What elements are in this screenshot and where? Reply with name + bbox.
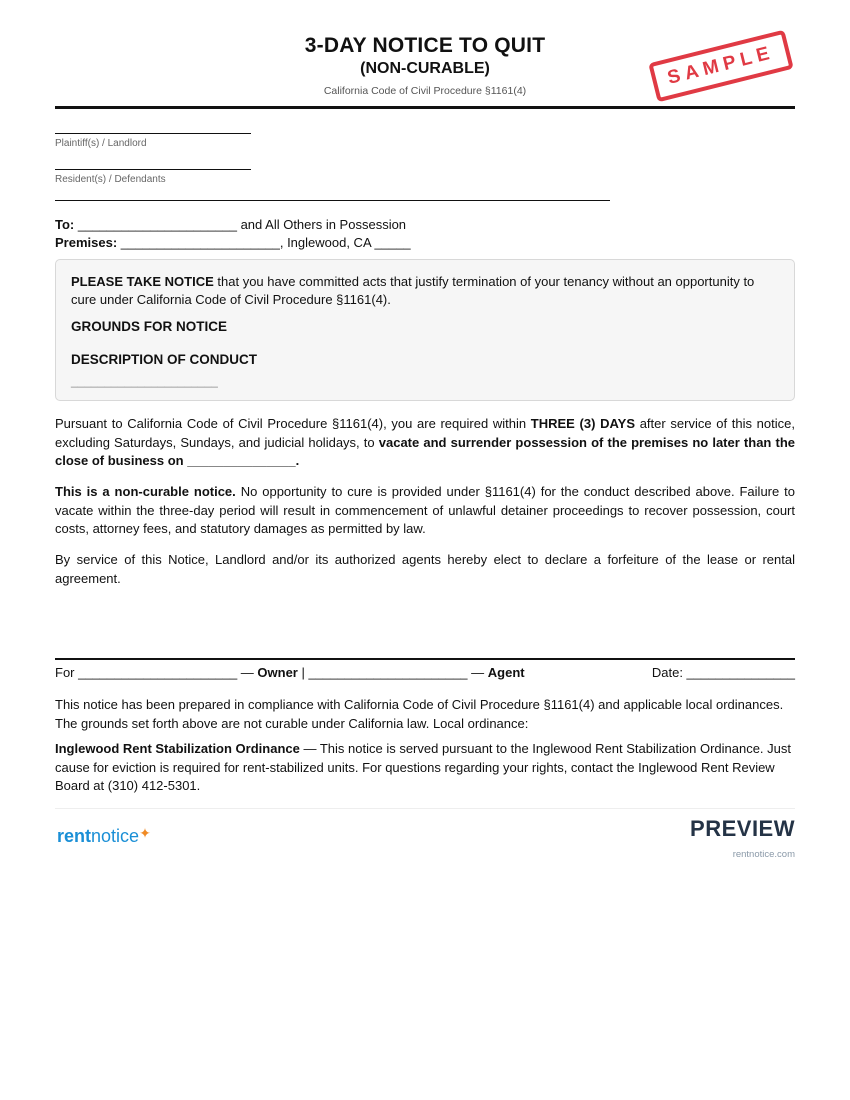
to-blank: ______________________ [77, 217, 237, 232]
for-label: For ______________________ — [55, 665, 258, 680]
to-label: To: [55, 217, 75, 232]
signature-rule [55, 658, 795, 660]
sparkle-icon: ✦ [139, 825, 151, 841]
agent-label: Agent [487, 665, 525, 680]
premises-city: , Inglewood, CA _____ [279, 235, 411, 250]
noncurable-paragraph [55, 483, 795, 539]
compliance-note: This notice has been prepared in compliance with California Code of Civil Procedure §1161(4) and applicable local ordinances. The grounds set forth above are not curable under California law. Local ordinance: [55, 697, 784, 731]
resident-signature-line [55, 169, 251, 170]
deadline-paragraph [55, 415, 795, 471]
footer-rule [55, 808, 795, 809]
to-suffix: and All Others in Possession [240, 217, 407, 232]
plaintiff-label: Plaintiff(s) / Landlord [55, 138, 147, 149]
premises-blank: ______________________ [120, 235, 280, 250]
noncurable-text: No opportunity to cure is provided under §1161(4) for the conduct described above. Failure to vacate within the three-day period will result in commencement of unlawful detainer proceedings to recover possession, court costs, attorney fees, and statutory damages as permitted by law. [55, 484, 795, 536]
notice-box [55, 259, 795, 401]
resident-label: Resident(s) / Defendants [55, 174, 166, 185]
conduct-blank: ______________________ [71, 374, 218, 388]
notice-lead-text: that you have committed acts that justify termination of your tenancy without an opportunity to cure under California Code of Civil Procedure §1161(4). [71, 274, 755, 307]
noncurable-bold: This is a non-curable notice. [55, 484, 236, 499]
to-line [55, 217, 406, 232]
ordinance-name: Inglewood Rent Stabilization Ordinance [55, 741, 300, 756]
date-field: Date: _______________ [651, 665, 795, 680]
deadline-days: THREE (3) DAYS [530, 416, 636, 431]
code-reference: California Code of Civil Procedure §1161(4) [323, 85, 527, 97]
ordinance-note [55, 740, 795, 796]
deadline-text-2: after service of this notice, excluding Saturdays, Sundays, and judicial holidays, to [55, 416, 795, 450]
sample-stamp: SAMPLE [648, 30, 794, 103]
notice-lead-bold: PLEASE TAKE NOTICE [71, 274, 214, 289]
signature-row [55, 665, 795, 680]
page-title: 3-DAY NOTICE TO QUIT [304, 34, 546, 57]
rentnotice-logo [57, 826, 151, 847]
page-subtitle: (NON-CURABLE) [360, 60, 490, 77]
grounds-heading: GROUNDS FOR NOTICE [71, 319, 228, 334]
site-url: rentnotice.com [732, 849, 795, 860]
header-rule [55, 106, 795, 109]
deadline-vacate: vacate and surrender possession of the premises no later than the close of business on _______________. [55, 434, 795, 468]
deadline-text-1: Pursuant to California Code of Civil Procedure §1161(4), you are required within [55, 416, 531, 431]
logo-notice: notice [91, 826, 140, 846]
premises-label: Premises: [55, 235, 118, 250]
ordinance-text: — This notice is served pursuant to the Inglewood Rent Stabilization Ordinance. Just cause for eviction is required for rent-stabilized units. For questions regarding your rights, contact the Inglewood Rent Review Board at (310) 412-5301. [55, 741, 791, 793]
forfeiture-paragraph: By service of this Notice, Landlord and/or its authorized agents hereby elect to declare a forfeiture of the lease or rental agreement. [55, 552, 795, 586]
conduct-heading: DESCRIPTION OF CONDUCT [71, 352, 258, 367]
premises-line [55, 235, 411, 250]
owner-label: Owner [257, 665, 298, 680]
plaintiff-signature-line [55, 133, 251, 134]
notice-lead [71, 273, 779, 309]
signature-separator: | ______________________ — [297, 665, 488, 680]
section-divider [55, 200, 610, 201]
logo-rent: rent [57, 826, 92, 846]
preview-label: PREVIEW [690, 816, 795, 841]
document-header [55, 0, 795, 110]
notice-page [55, 0, 795, 860]
